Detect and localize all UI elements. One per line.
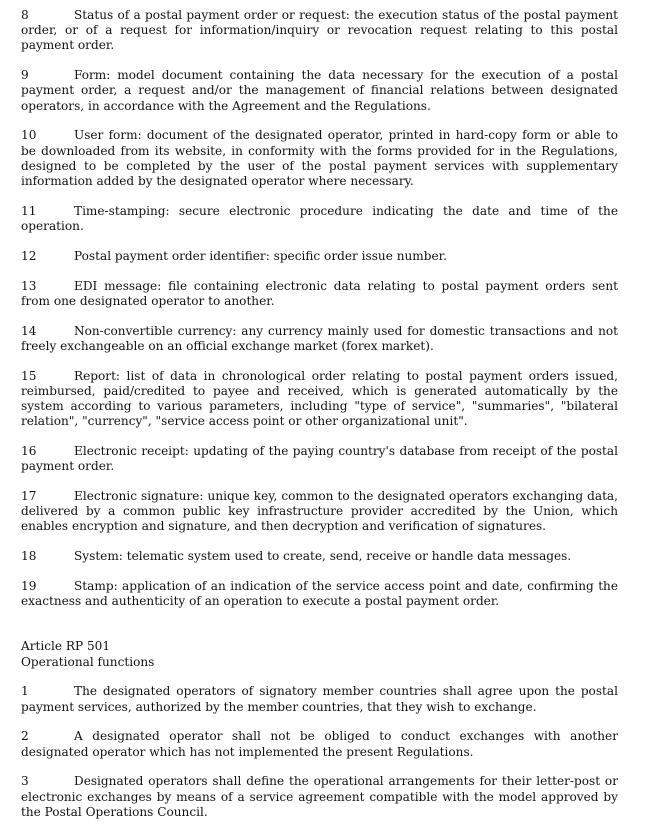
definition-19 [21,579,618,609]
definition-text: Non-convertible currency: any currency mainly used for domestic transactions and not freely exchangeable on an official exchange market (forex market). [21,323,618,353]
definition-number: 17 [21,489,37,504]
definition-number: 11 [21,203,37,218]
definition-number: 18 [21,549,37,564]
definition-text: Stamp: application of an indication of the service access point and date, confirming the exactness and authenticity of an operation to execute a postal payment order. [21,579,618,609]
article-header [21,639,618,669]
definition-text: Form: model document containing the data necessary for the execution of a postal payment order, a request and/or the management of financial relations between designated operators, in accordance with the Agreement and the Regulations. [21,68,618,113]
definition-text: EDI message: file containing electronic data relating to postal payment orders sent from one designated operator to another. [21,278,618,308]
definition-number: 13 [21,278,37,293]
definition-12 [21,249,618,264]
definition-text: Status of a postal payment order or request: the execution status of the postal payment order, or of a request for information/inquiry or revocation request relating to this postal payment order. [21,8,618,53]
paragraph-text: A designated operator shall not be obliged to conduct exchanges with another designated operator which has not implemented the present Regulations. [21,729,618,759]
document-page [21,8,618,835]
definition-text: Postal payment order identifier: specific order issue number. [74,248,447,263]
definition-number: 8 [21,8,29,22]
definition-14 [21,324,618,354]
definition-number: 15 [21,368,37,383]
paragraph-number: 3 [21,774,29,789]
definition-18 [21,549,618,564]
definition-number: 9 [21,68,29,83]
definition-number: 10 [21,128,37,143]
article-paragraph-1 [21,684,618,714]
definition-16 [21,444,618,474]
article-paragraph-2 [21,729,618,759]
paragraph-number: 1 [21,684,29,699]
definition-9 [21,68,618,114]
definition-text: User form: document of the designated operator, printed in hard-copy form or able to be downloaded from its website, in conformity with the forms provided for in the Regulations, designed to be completed by the user of the postal payment services with supplementary information added by the designated operator where necessary. [21,128,618,189]
definition-text: Time-stamping: secure electronic procedure indicating the date and time of the operation. [21,203,618,234]
definition-number: 19 [21,579,37,594]
article-paragraph-3 [21,774,618,820]
definition-15 [21,369,618,430]
definition-number: 16 [21,444,37,459]
definition-text: Electronic receipt: updating of the paying country's database from receipt of the postal payment order. [21,444,618,474]
definition-text: System: telematic system used to create, send, receive or handle data messages. [74,549,572,564]
definition-8 [21,8,618,54]
definition-13 [21,279,618,309]
definition-number: 14 [21,323,37,338]
article-title: Operational functions [21,654,155,669]
article-heading: Article RP 501 [21,639,111,654]
definition-11 [21,204,618,234]
definition-10 [21,128,618,189]
paragraph-text: The designated operators of signatory member countries shall agree upon the postal payment services, authorized by the member countries, that they wish to exchange. [21,684,618,714]
paragraph-text: Designated operators shall define the operational arrangements for their letter-post or electronic exchanges by means of a service agreement compatible with the model approved by the Postal Operations Council. [21,774,618,819]
definition-17 [21,489,618,535]
paragraph-number: 2 [21,729,29,744]
definition-number: 12 [21,248,37,263]
definition-text: Report: list of data in chronological order relating to postal payment orders issued, reimbursed, paid/credited to payee and received, which is generated automatically by the system according to various parameters, including "type of service", "summaries", "bilateral relation", "currency", "service access point or other organizational unit". [21,368,618,429]
definition-text: Electronic signature: unique key, common to the designated operators exchanging data, delivered by a common public key infrastructure provider accredited by the Union, which enables encryption and signature, and then decryption and verification of signatures. [21,489,618,534]
